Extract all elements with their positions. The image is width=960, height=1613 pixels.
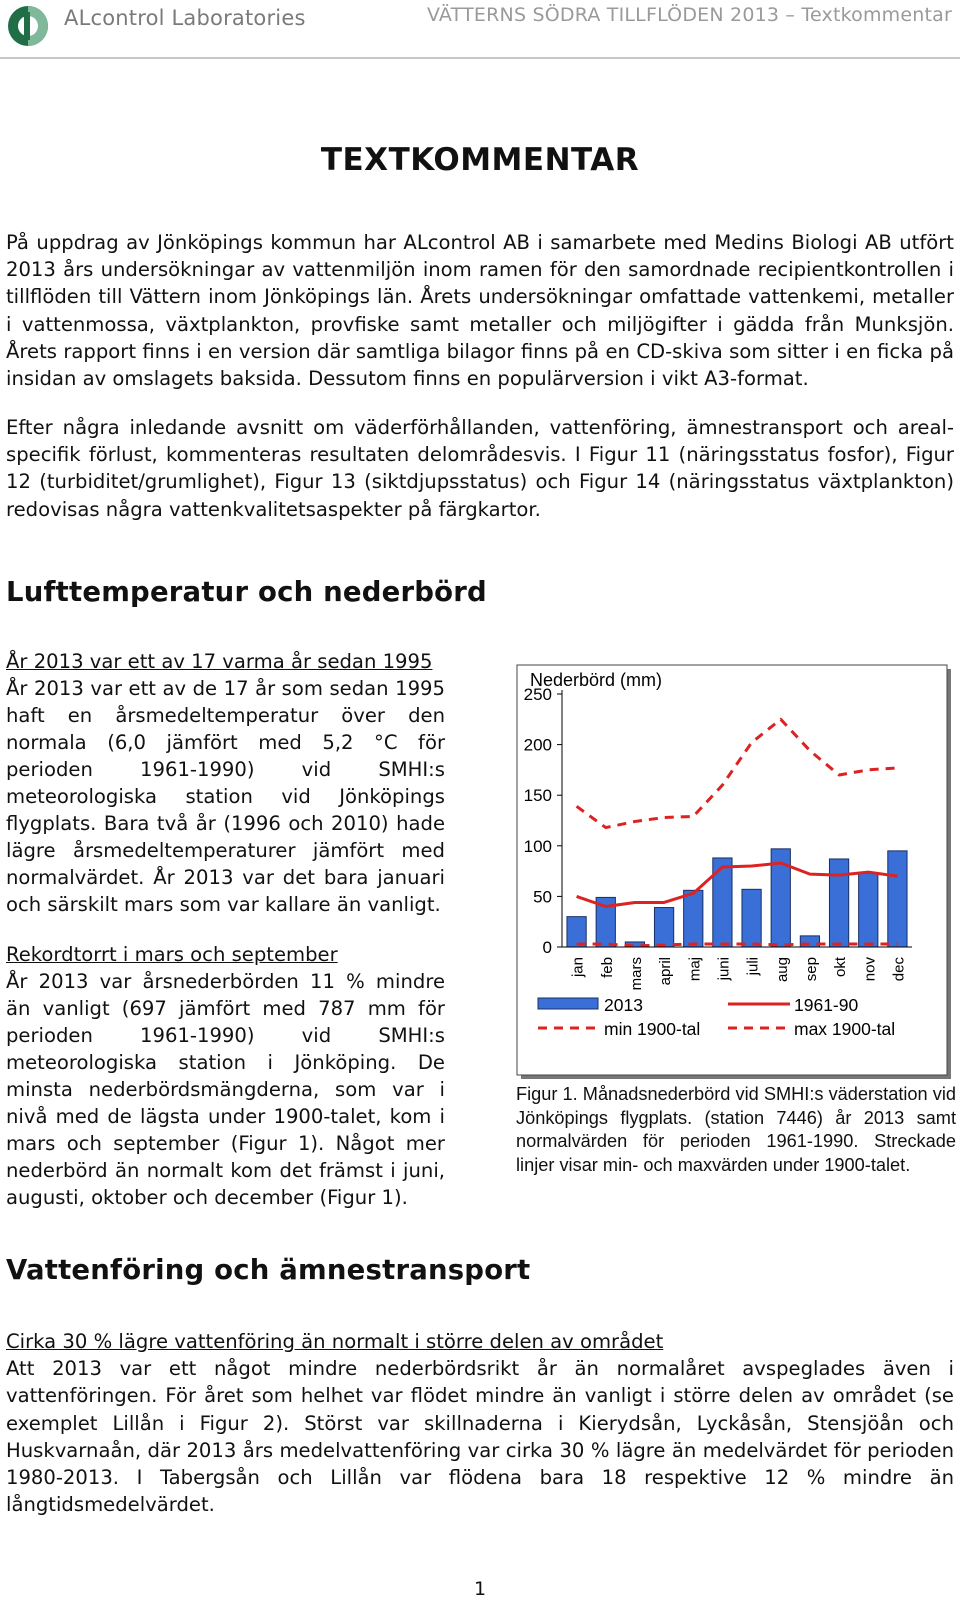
section-heading-waterflow: Vattenföring och ämnestransport (6, 1254, 531, 1286)
precipitation-chart-svg (516, 664, 956, 1084)
legend-label: min 1900-tal (604, 1019, 701, 1039)
x-tick-label: okt (832, 957, 850, 978)
running-title: VÄTTERNS SÖDRA TILLFLÖDEN 2013 – Textkommentar (426, 4, 952, 26)
precipitation-text: År 2013 var årsnederbörden 11 % mindre än vanligt (697 jämfört med 787 mm för perioden 1961-1990) vid SMHI:s meteorologiska station i Jönköping. De minsta nederbördsmängderna, som var i nivå med de lägsta under 1900-talet, kom i mars och september (Figur 1). Något mer nederbörd än normalt kom det främst i juni, augusti, oktober och december (Figur 1). (6, 970, 445, 1209)
y-tick-label: 50 (533, 887, 552, 907)
page-title: TEXTKOMMENTAR (320, 142, 640, 178)
figure-1-caption: Figur 1. Månadsnederbörd vid SMHI:s väderstation vid Jönköpings flygplats. (station 7446) år 2013 samt normalvärden för perioden 1961-1990. Streckade linjer visar min- och maxvärden under 1900-talet. (516, 1084, 956, 1175)
legend-label: max 1900-tal (794, 1019, 896, 1039)
precipitation-chart (516, 664, 956, 1084)
y-tick-label: 0 (542, 938, 552, 957)
x-tick-label: april (657, 957, 675, 986)
x-tick-label: juli (744, 957, 762, 976)
legend-swatch-2013 (538, 998, 598, 1009)
chart-title: Nederbörd (mm) (530, 669, 663, 690)
bar-2013 (742, 889, 761, 947)
x-tick-label: juni (715, 957, 733, 981)
temperature-subheading: År 2013 var ett av 17 varma år sedan 1995 (6, 650, 433, 673)
x-tick-label: nov (861, 957, 879, 982)
legend-label: 1961-90 (794, 995, 859, 1015)
waterflow-block (6, 1328, 954, 1518)
page-number: 1 (473, 1578, 487, 1600)
y-tick-label: 200 (523, 735, 552, 755)
precipitation-block (6, 941, 445, 1211)
bar-2013 (829, 859, 848, 947)
header-rule (0, 57, 960, 59)
x-tick-label: maj (686, 957, 704, 982)
bar-2013 (567, 917, 586, 947)
y-tick-label: 100 (523, 836, 552, 856)
x-tick-label: aug (773, 957, 791, 983)
bar-2013 (859, 873, 878, 947)
bar-2013 (888, 851, 907, 947)
temperature-block (6, 648, 445, 918)
bar-2013 (684, 890, 703, 947)
waterflow-text: Att 2013 var ett något mindre nederbördsrikt år än normalåret avspeglades även i vattenföringen. För året som helhet var flödet mindre än vanligt i större delen av området (se exemplet Lillån i Figur 2). Störst var skillnaderna i Kierydsån, Lyckåsån, Stensjöån och Huskvarnaån, där 2013 års medelvattenföring var cirka 30 % lägre än medelvärdet för perioden 1980-2013. I Tabergsån och Lillån var flödena bara 18 respektive 12 % mindre än långtidsmedelvärdet. (6, 1357, 954, 1517)
section-heading-temperature: Lufttemperatur och nederbörd (6, 576, 487, 608)
x-tick-label: jan (569, 957, 587, 978)
waterflow-subheading: Cirka 30 % lägre vattenföring än normalt i större delen av området (6, 1330, 664, 1353)
bar-2013 (654, 908, 673, 947)
intro-paragraph-2: Efter några inledande avsnitt om väderförhållanden, vattenföring, ämnestransport och areal-specifik förlust, kommenteras resultaten delområdesvis. I Figur 11 (näringsstatus fosfor), Figur 12 (turbiditet/grumlighet), Figur 13 (siktdjupsstatus) och Figur 14 (näringsstatus växtplankton) redovisas några vattenkvalitetsaspekter på färgkartor. (6, 416, 954, 521)
brand-name: ALcontrol Laboratories (64, 6, 306, 30)
x-tick-label: mars (627, 957, 645, 991)
y-tick-label: 250 (523, 685, 552, 704)
page-header (0, 0, 960, 62)
intro-paragraph-1: På uppdrag av Jönköpings kommun har ALcontrol AB i samarbete med Medins Biologi AB utfört 2013 års undersökningar av vattenmiljön inom ramen för den samordnade recipientkontrollen i tillflöden till Vättern inom Jönköpings län. Årets undersökningar omfattade vattenkemi, metaller i vattenmossa, växtplankton, provfiske samt metaller och miljögifter i gädda från Munksjön. Årets rapport finns i en version där samtliga bilagor finns på en CD-skiva som sitter i en ficka på insidan av omslagets baksida. Dessutom finns en populärversion i vikt A3-format. (6, 231, 954, 391)
x-tick-label: sep (802, 957, 820, 982)
temperature-text: År 2013 var ett av de 17 år som sedan 1995 haft en årsmedeltemperatur över den normala (6,0 jämfört med 5,2 °C för perioden 1961-1990) vid SMHI:s meteorologiska station vid Jönköpings flygplats. Bara två år (1996 och 2010) hade lägre årsmedeltemperaturer jämfört med normalvärdet. År 2013 var det bara januari och särskilt mars som var kallare än vanligt. (6, 677, 445, 916)
x-tick-label: feb (598, 957, 616, 978)
alcontrol-logo-icon (6, 4, 50, 48)
legend-label: 2013 (604, 995, 643, 1015)
precipitation-subheading: Rekordtorrt i mars och september (6, 943, 338, 966)
x-tick-label: dec (890, 957, 908, 982)
y-tick-label: 150 (523, 786, 552, 806)
